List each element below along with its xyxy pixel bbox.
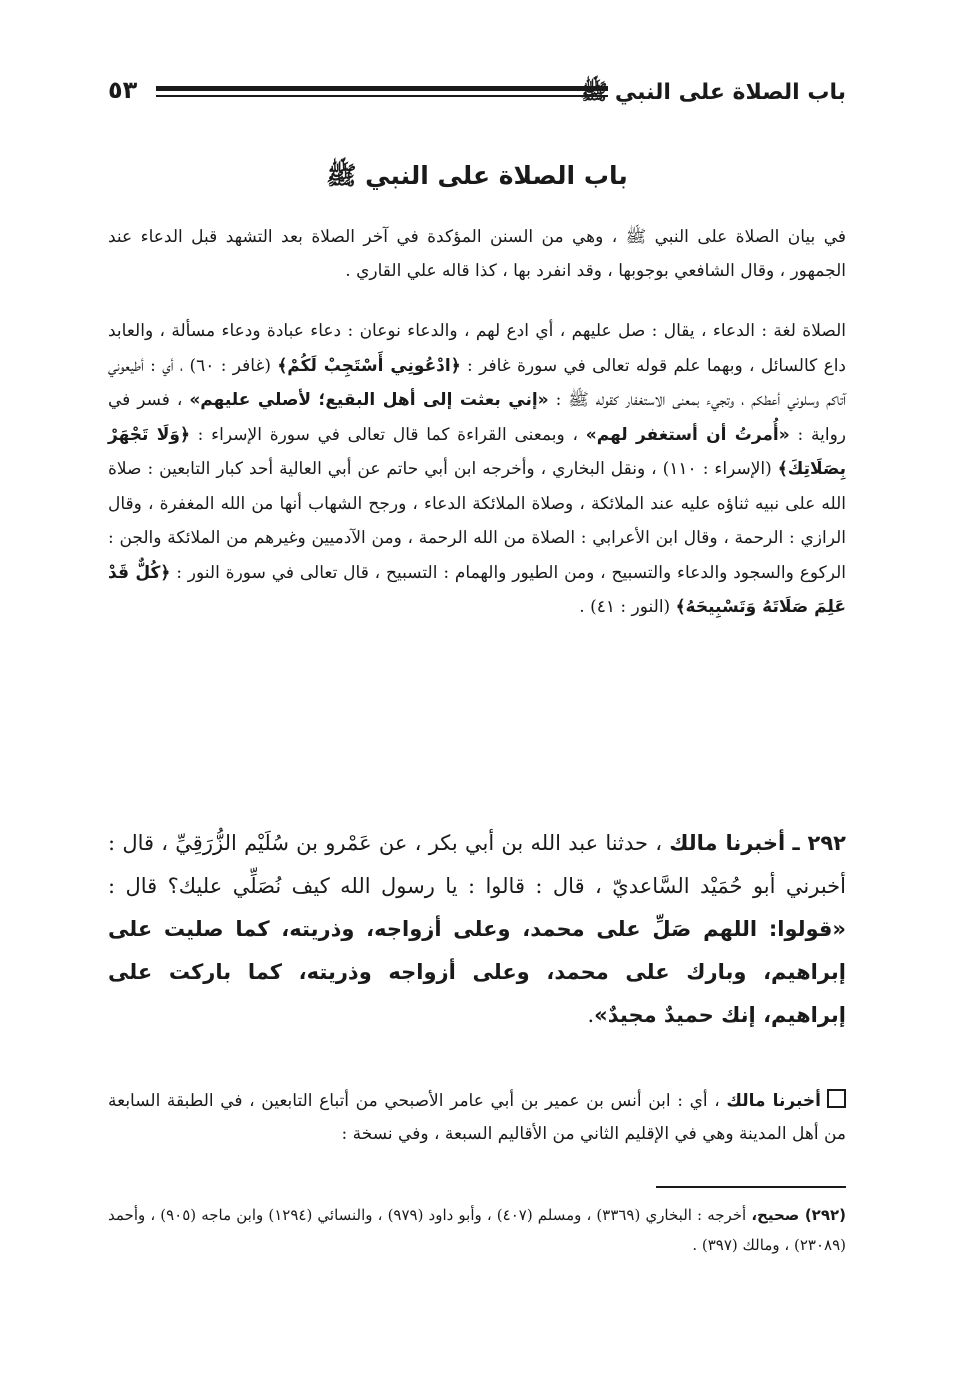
hadith-number: ٢٩٢ ـ: [792, 831, 846, 855]
quran-verse-ghafir: ﴿ادْعُونِي أَسْتَجِبْ لَكُمْ﴾: [277, 355, 461, 376]
definition-text-5: (الإسراء : ١١٠) ، ونقل البخاري ، وأخرجه ابن أبي حاتم عن أبي العالية أحد كبار التابعين : صلاة الله على نبيه ثناؤه عليه عند الملائكة ، وصلاة الملائكة الدعاء ، ورجح الشهاب أنها من الله المغفرة ، وقال الرازي : الرحمة ، وقال ابن الأعرابي : الصلاة من الله الرحمة ، ومن الآدميين وغيرهم من الملائكة والجن : الركوع والسجود والدعاء والتسبيح ، ومن الطيور والهمام : التسبيح ، قال تعالى في سورة النور :: [108, 459, 847, 583]
quran-verse-nur: ﴿كُلٌّ قَدْ عَلِمَ صَلَاتَهُ وَتَسْبِيحَهُ﴾: [108, 562, 846, 617]
running-title: باب الصلاة على النبي ﷺ: [580, 80, 846, 105]
hadith-chain: ، حدثنا عبد الله بن أبي بكر ، عن عَمْرو بن سُلَيْم الزُّرَقِيِّ ، قال : أخبرني أبو حُمَيْد السَّاعديّ ، قال : قالوا : يا رسول الله كيف نُصَلِّي عليك؟ قال :: [108, 831, 846, 898]
hadith-end: .: [587, 1003, 595, 1027]
definition-text-6: (النور : ٤١) .: [579, 597, 676, 617]
chapter-title: باب الصلاة على النبي ﷺ: [326, 161, 628, 190]
hadith-narrator-lead: أخبرنا مالك: [669, 831, 786, 855]
footnote-text: أخرجه : البخاري (٣٣٦٩) ، ومسلم (٤٠٧) ، وأبو داود (٩٧٩) ، والنسائي (١٢٩٤) وابن ماجه (٩٠٥) ، وأحمد (٢٣٠٨٩) ، ومالك (٣٩٧) .: [108, 1206, 846, 1254]
intro-paragraph: في بيان الصلاة على النبي ﷺ ، وهي من السنن المؤكدة في آخر الصلاة بعد التشهد قبل الدعاء عند الجمهور ، وقال الشافعي بوجوبها ، وقد انفرد بها ، كذا قاله علي القاري .: [108, 227, 846, 281]
definition-text-3: ، فسر في رواية :: [108, 390, 846, 445]
commentary-text: ، أي : ابن أنس بن عمير بن أبي عامر الأصبحي من أتباع التابعين ، في الطبقة السابعة من أهل المدينة وهي في الإقليم الثاني من الأقاليم السبعة ، وفي نسخة :: [108, 1091, 846, 1144]
footnote-head: (٢٩٢) صحيح،: [751, 1206, 846, 1224]
hadith-matn: «قولوا: اللهم صَلِّ على محمد، وعلى أزواجه، وذريته، كما صليت على إبراهيم، وبارك على محمد، وعلى أزواجه وذريته، كما باركت على إبراهيم، إنك حميدٌ مجيدٌ»: [108, 917, 846, 1027]
definition-paragraph: [108, 314, 846, 625]
definition-text-1: الصلاة لغة : الدعاء ، يقال : صل عليهم ، أي ادع لهم ، والدعاء نوعان : دعاء عبادة ودعاء مسألة ، والعابد داع كالسائل ، وبهما علم قوله تعالى في سورة غافر :: [108, 321, 847, 376]
footnote-rule: [656, 1186, 846, 1188]
definition-text-4: ، وبمعنى القراءة كما قال تعالى في سورة الإسراء :: [189, 424, 586, 445]
footnote: [108, 1200, 846, 1260]
hadith-quote-baqi: «إني بعثت إلى أهل البقيع؛ لأصلي عليهم»: [189, 390, 549, 410]
commentary-lead: أخبرنا مالك: [726, 1091, 821, 1111]
definition-text-2: (غافر : ٦٠) ، أي : أطيعوني آتاكم وسلوني أعطكم ، وتجيء بمعنى الاستغفار كقوله ﷺ :: [108, 355, 847, 410]
page-number: ٥٣: [108, 76, 138, 104]
commentary-paragraph: [108, 1085, 846, 1151]
header-rule: [156, 86, 608, 97]
hadith-quote-istighfar: «أُمرتُ أن أستغفر لهم»: [585, 424, 790, 445]
running-header: [108, 72, 846, 112]
hadith-292: [108, 822, 846, 1037]
square-marker-icon: [827, 1089, 846, 1108]
quran-verse-isra: ﴿وَلَا تَجْهَرْ بِصَلَاتِكَ﴾: [108, 424, 846, 479]
